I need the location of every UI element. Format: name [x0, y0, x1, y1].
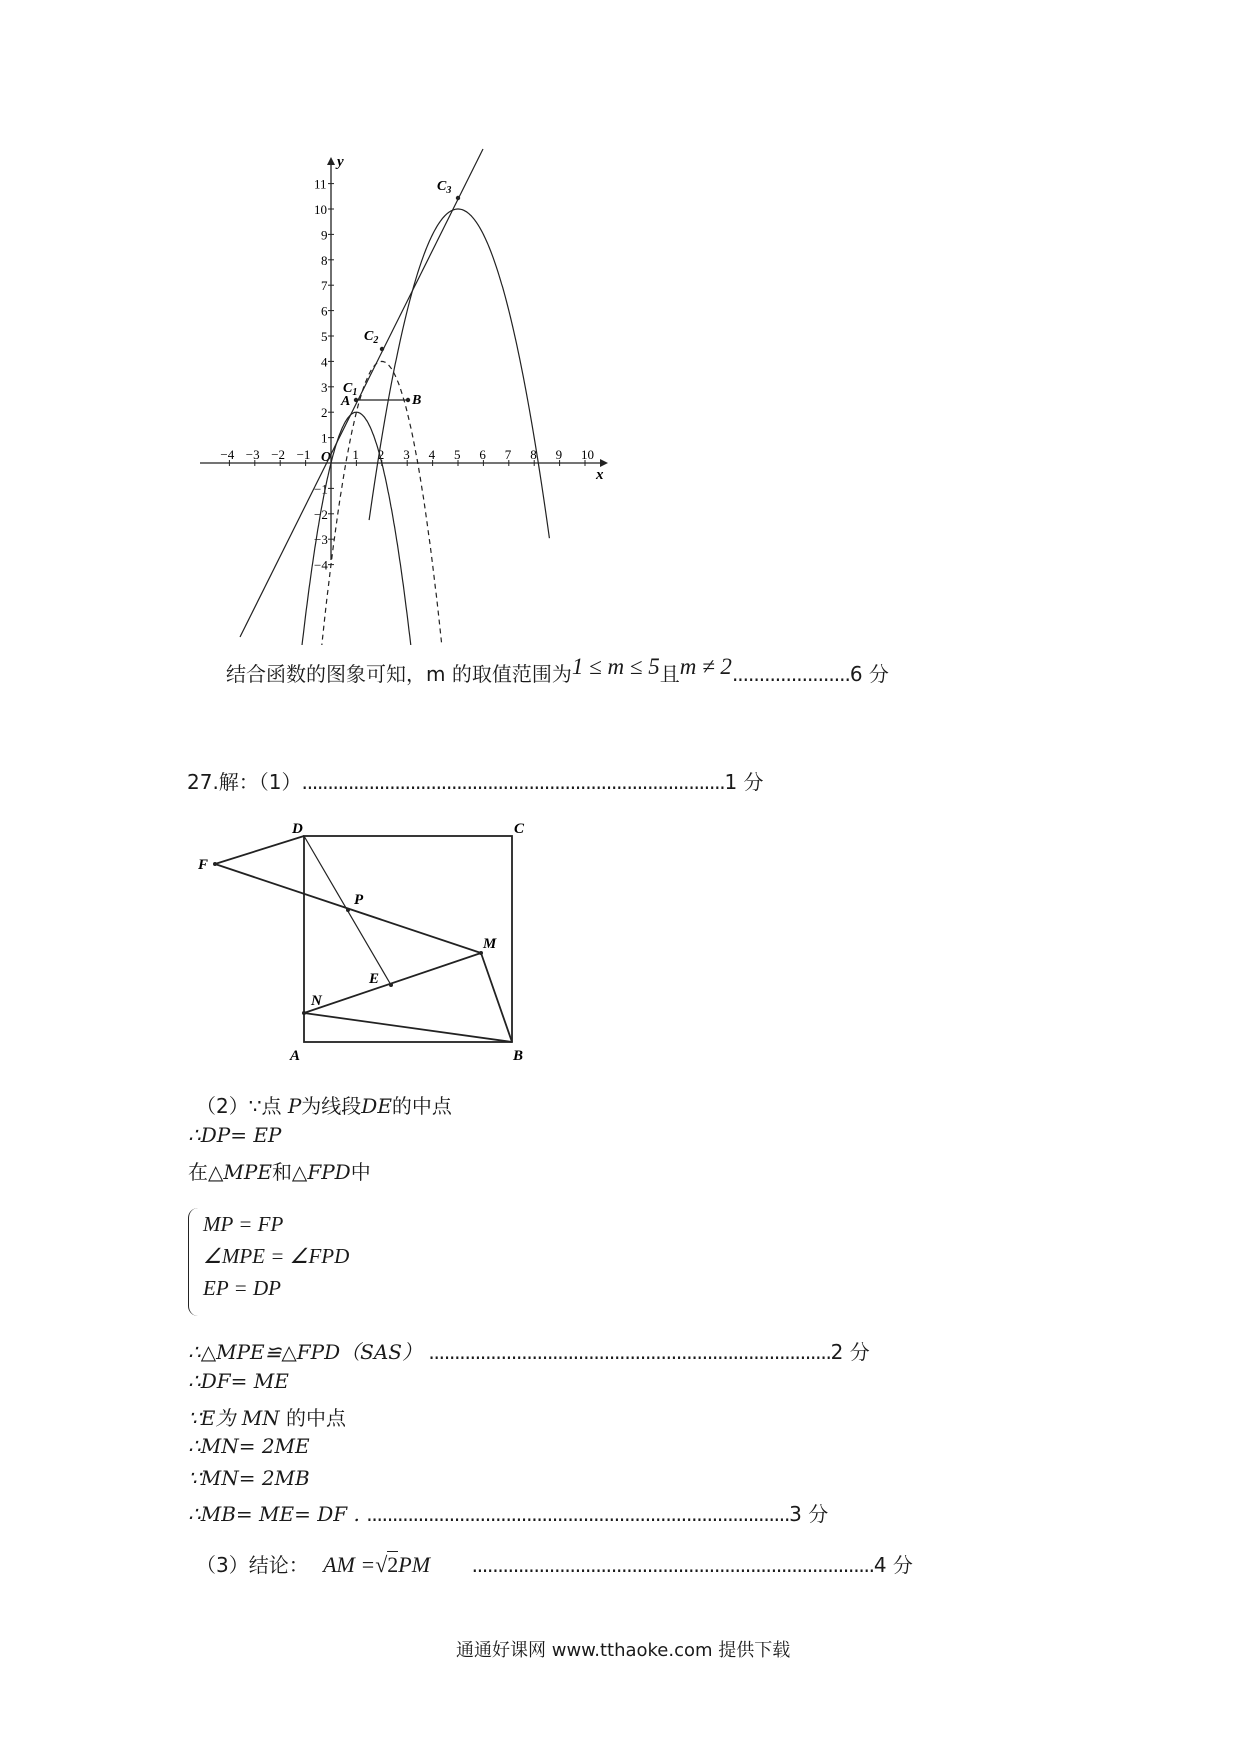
q26-leader: ...................... [731, 662, 850, 686]
x-tick-label: 2 [377, 447, 385, 462]
x-axis-label: x [596, 467, 604, 483]
proof-text: 和△ [271, 1160, 308, 1184]
square-figure [0, 800, 560, 1064]
function-graph [0, 0, 620, 573]
var-mpe: MPE [223, 1160, 272, 1184]
label-b-square: B [513, 1048, 524, 1064]
x-tick-label: −4 [220, 447, 235, 462]
proof-text: 的中点 [391, 1094, 452, 1118]
part3-score: 4 分 [873, 1553, 913, 1577]
proof-line-triangles [188, 1156, 371, 1185]
q27-header [187, 766, 764, 795]
x-tick-label: 9 [555, 447, 563, 462]
x-tick-label: 8 [530, 447, 537, 462]
y-tick-label: 1 [321, 430, 328, 446]
point-b [406, 398, 410, 402]
system-brace [188, 1208, 199, 1316]
label-d: D [292, 821, 303, 837]
label-c3: $C_3$ [437, 179, 452, 196]
label-m: M [483, 936, 497, 952]
q27-score: 1 分 [724, 770, 764, 794]
proof-line-midpoint [196, 1090, 452, 1119]
label-a-square: A [290, 1048, 301, 1064]
part3-label: （3）结论： [196, 1553, 309, 1577]
label-p: P [354, 892, 364, 908]
x-tick-label: 3 [403, 447, 410, 462]
y-tick-label: −2 [314, 506, 328, 522]
y-tick-label: 11 [314, 176, 327, 192]
equality-score: 3 分 [789, 1502, 829, 1526]
vertex-c3 [456, 196, 460, 200]
point-p [346, 908, 350, 912]
equality-leader: .................................................................................. [366, 1502, 790, 1526]
segment-fd [215, 836, 304, 864]
q26-score: 6 分 [849, 662, 889, 686]
part3-conclusion [196, 1549, 913, 1578]
proof-line-e-midpoint [188, 1402, 346, 1431]
formula-sqrt: 2 [387, 1552, 399, 1577]
y-tick-label: 4 [321, 354, 328, 370]
label-c1: $C_1$ [343, 381, 358, 398]
x-tick-label: 7 [504, 447, 512, 462]
proof-text: （2）∵点 [196, 1094, 282, 1118]
proof-text: 中 [350, 1160, 371, 1184]
y-axis-label: y [337, 154, 344, 170]
segment-mb [481, 953, 512, 1042]
sqrt-sign: √ [375, 1552, 388, 1577]
var-fpd: FPD [307, 1160, 351, 1184]
point-f [213, 862, 217, 866]
part3-formula [323, 1552, 435, 1577]
x-tick-label: −1 [296, 447, 311, 462]
y-tick-label: 8 [321, 252, 328, 268]
formula-rhs: PM [398, 1552, 431, 1577]
x-tick-label: 10 [581, 447, 594, 462]
proof-line-mn-2me: ∴MN= 2ME [188, 1434, 310, 1458]
formula-lhs: AM = [323, 1552, 376, 1577]
system-line-2: ∠MPE = ∠FPD [203, 1244, 350, 1268]
label-e: E [369, 971, 380, 987]
part3-leader: .............................................................................. [471, 1553, 874, 1577]
origin-label: O [321, 450, 332, 465]
q27-label: 27.解：（1） [187, 770, 302, 794]
y-tick-label: −1 [314, 481, 328, 497]
y-tick-label: 6 [321, 303, 328, 319]
label-c2: $C_2$ [364, 329, 379, 346]
footer-text: 通通好课网 www.tthaoke.com 提供下载 [456, 1640, 791, 1661]
label-a: A [341, 394, 351, 409]
equality-statement: ∴MB= ME= DF . [188, 1502, 360, 1526]
proof-text: 的中点 [286, 1406, 347, 1430]
congruence-statement: ∴△MPE≌△FPD（SAS） [188, 1340, 422, 1364]
var-de: DE [361, 1094, 392, 1118]
congruence-leader: .............................................................................. [428, 1340, 831, 1364]
point-a [354, 398, 358, 402]
q26-conclusion-text: 结合函数的图象可知，m 的取值范围为 [226, 662, 572, 686]
y-tick-label: 2 [321, 405, 328, 421]
y-tick-label: 9 [321, 227, 328, 243]
x-tick-label: 1 [352, 447, 359, 462]
q26-range-math: 1 ≤ m ≤ 5 [571, 654, 660, 679]
q27-leader: .................................................................................. [301, 770, 725, 794]
point-n [302, 1011, 306, 1015]
line-through-origin [240, 149, 483, 637]
proof-text: ∵E为 [188, 1406, 236, 1430]
label-c: C [514, 821, 525, 837]
proof-text: 在△ [188, 1160, 224, 1184]
x-tick-label: −3 [245, 447, 260, 462]
system-line-3: EP = DP [203, 1276, 281, 1300]
x-tick-label: −2 [271, 447, 286, 462]
y-tick-label: 5 [321, 329, 328, 344]
y-tick-label: −3 [314, 532, 328, 548]
x-tick-label: 6 [479, 447, 486, 462]
proof-line-df-me: ∴DF= ME [188, 1369, 289, 1393]
label-n: N [311, 993, 322, 1009]
x-tick-label: 5 [454, 447, 461, 462]
congruence-score: 2 分 [830, 1340, 870, 1364]
y-axis-arrow [327, 157, 335, 165]
q26-conclusion [226, 654, 889, 687]
segment-nb [304, 1013, 512, 1042]
proof-line-mb-me-df [188, 1498, 828, 1527]
segment-nm [304, 953, 481, 1013]
y-tick-label: 10 [314, 202, 327, 217]
label-f: F [198, 857, 209, 873]
y-tick-label: −4 [314, 557, 328, 573]
point-e [389, 983, 393, 987]
x-axis-arrow [600, 459, 608, 467]
proof-line-congruent [188, 1336, 870, 1365]
proof-line-dp-ep: ∴DP= EP [188, 1123, 282, 1147]
q26-neq-math: m ≠ 2 [679, 654, 732, 679]
q26-and: 且 [659, 662, 680, 686]
var-p: P [287, 1094, 302, 1118]
y-tick-label: 3 [321, 379, 328, 395]
square-abcd [304, 836, 512, 1042]
system-line-1: MP = FP [203, 1212, 284, 1236]
vertex-c2 [380, 347, 384, 351]
parabola-c3 [369, 209, 549, 538]
proof-line-mn-2mb: ∵MN= 2MB [188, 1466, 310, 1490]
var-mn: MN [241, 1406, 280, 1430]
y-tick-label: 7 [321, 278, 328, 294]
label-b: B [412, 393, 422, 408]
x-tick-label: 4 [428, 447, 436, 462]
proof-text: 为线段 [301, 1094, 362, 1118]
